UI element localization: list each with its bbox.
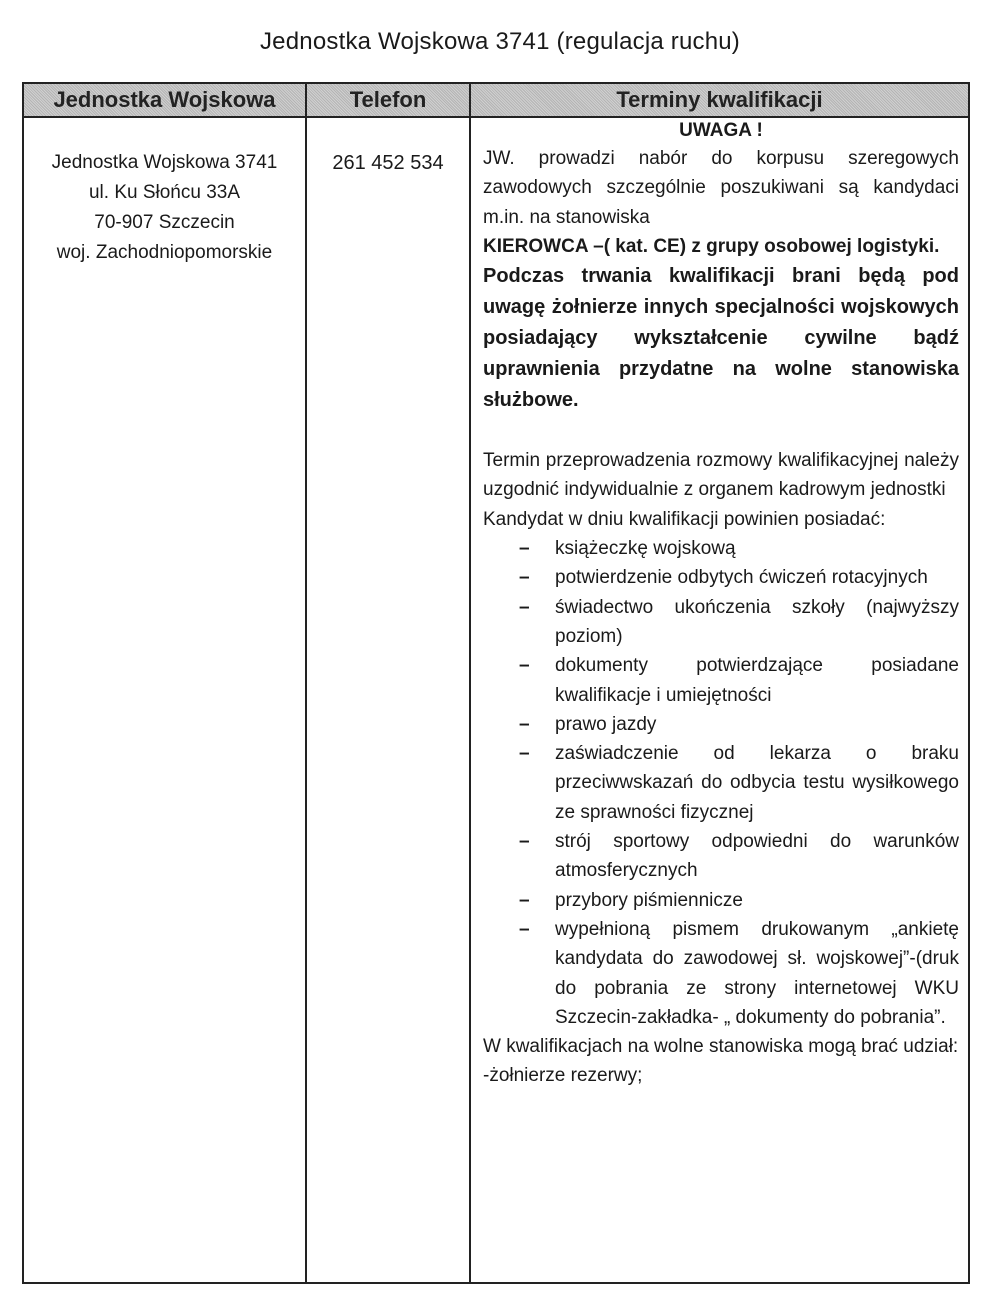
header-unit: Jednostka Wojskowa — [53, 87, 276, 112]
dash-bullet: – — [519, 538, 530, 560]
dash-bullet: – — [519, 596, 530, 618]
dash-bullet: – — [519, 713, 530, 735]
unit-region: woj. Zachodniopomorskie — [56, 242, 273, 263]
list-item: – wypełnioną pismem drukowanym „ankietę kandydata do zawodowej sł. wojskowej”-(druk do pobrania ze strony internetowej WKU Szczecin-zakładka- „ dokumenty do pobrania”. — [555, 915, 959, 1032]
unit-city: 70-907 Szczecin — [94, 212, 235, 233]
header-phone: Telefon — [349, 87, 427, 112]
interview-text: Termin przeprowadzenia rozmowy kwalifikacyjnej należy uzgodnić indywidualnie z organem kadrowym jednostki — [483, 450, 959, 501]
list-item: – potwierdzenie odbytych ćwiczeń rotacyjnych — [555, 563, 959, 592]
column-divider — [305, 84, 307, 1282]
page-title: Jednostka Wojskowa 3741 (regulacja ruchu) — [259, 28, 740, 55]
list-item: – strój sportowy odpowiedni do warunków atmosferycznych — [555, 827, 959, 886]
table-header — [24, 84, 968, 118]
phone-cell — [307, 148, 469, 178]
phone-number: 261 452 534 — [332, 152, 444, 174]
warning-heading: UWAGA ! — [679, 120, 763, 141]
reserve-text: -żołnierze rezerwy; — [483, 1065, 643, 1087]
spacer — [483, 416, 959, 446]
dash-bullet: – — [519, 918, 530, 940]
unit-street: ul. Ku Słońcu 33A — [88, 182, 241, 203]
list-item: – zaświadczenie od lekarza o braku przeciwwskazań do odbycia testu wysiłkowego ze sprawności fizycznej — [555, 739, 959, 827]
requirements-list — [483, 534, 959, 1032]
participation-text: W kwalifikacjach na wolne stanowiska mogą brać udział: — [483, 1036, 959, 1058]
recruitment-table — [22, 82, 970, 1284]
dash-bullet: – — [519, 831, 530, 853]
header-terms: Terminy kwalifikacji — [616, 87, 823, 112]
dash-bullet: – — [519, 567, 530, 589]
list-item: – dokumenty potwierdzające posiadane kwalifikacje i umiejętności — [555, 651, 959, 710]
list-item: – świadectwo ukończenia szkoły (najwyższy poziom) — [555, 593, 959, 652]
unit-address-cell — [24, 148, 305, 268]
unit-name: Jednostka Wojskowa 3741 — [51, 152, 278, 173]
dash-bullet: – — [519, 889, 530, 911]
position-text: KIEROWCA –( kat. CE) z grupy osobowej logistyki. — [483, 235, 940, 257]
column-divider — [469, 84, 471, 1282]
qualification-note: Podczas trwania kwalifikacji brani będą pod uwagę żołnierze innych specjalności wojskowych posiadający wykształcenie cywilne bądź uprawnienia przydatne na wolne stanowiska służbowe. — [483, 265, 959, 412]
list-item: – prawo jazdy — [555, 710, 959, 739]
requirements-intro: Kandydat w dniu kwalifikacji powinien posiadać: — [483, 508, 886, 530]
terms-cell — [483, 118, 959, 1091]
dash-bullet: – — [519, 743, 530, 765]
list-item: – książeczkę wojskową — [555, 534, 959, 563]
list-item: – przybory piśmiennicze — [555, 886, 959, 915]
recruitment-text: JW. prowadzi nabór do korpusu szeregowych zawodowych szczególnie poszukiwani są kandydaci m.in. na stanowiska — [483, 148, 959, 228]
dash-bullet: – — [519, 655, 530, 677]
